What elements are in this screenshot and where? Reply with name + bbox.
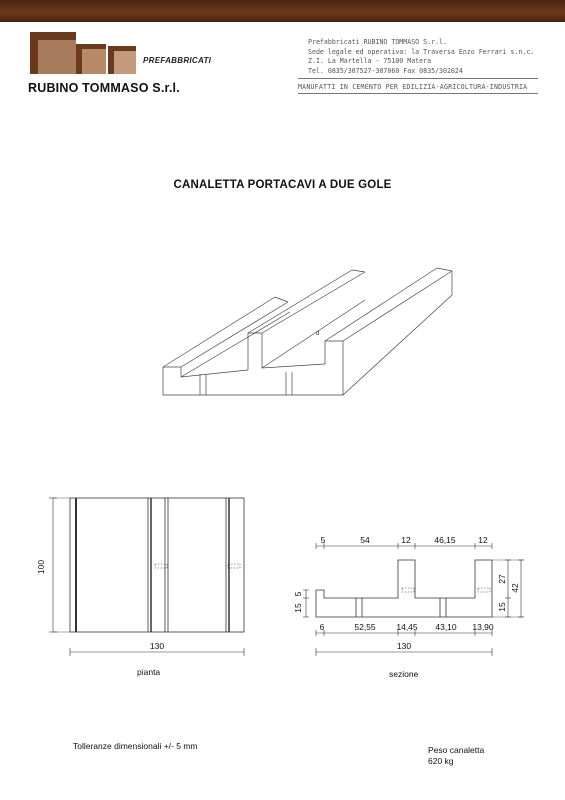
section-bottom-dim: 52,55 (354, 622, 376, 632)
section-right-dim: 27 (497, 574, 507, 584)
plan-caption: pianta (137, 667, 161, 677)
weight-value: 620 kg (428, 756, 454, 766)
section-bottom-dim: 14,45 (396, 622, 418, 632)
section-bottom-dim: 13,90 (472, 622, 494, 632)
company-line: Z.I. La Martella - 75100 Matera (308, 57, 432, 66)
company-line: Prefabbricati RUBINO TOMMASO S.r.l. (308, 38, 447, 46)
section-left-dim: 5 (293, 591, 303, 597)
brand-name: RUBINO TOMMASO S.r.l. (28, 81, 180, 95)
plan-view (36, 498, 244, 656)
tolerance-note: Tolleranze dimensionali +/- 5 mm (73, 741, 198, 751)
section-top-dim: 5 (320, 535, 326, 545)
section-bottom-dim: 43,10 (435, 622, 457, 632)
section-bottom-dim: 6 (319, 622, 325, 632)
section-view (293, 535, 524, 656)
weight-note (428, 745, 484, 767)
section-caption: sezione (389, 669, 419, 679)
company-line: Tel. 0835/307527-307060 Fax 0835/302024 (308, 66, 463, 75)
section-top-dim: 12 (478, 535, 488, 545)
company-line: Sede legale ed operativa: la Traversa Enzo Ferrari s.n.c. (308, 47, 535, 56)
iso-label: d (316, 331, 320, 337)
brand-subtitle: PREFABBRICATI (143, 56, 212, 65)
plan-height-dim: 100 (36, 559, 46, 575)
isometric-view (163, 268, 452, 395)
section-top-dim: 46,15 (434, 535, 456, 545)
tagline: MANUFATTI IN CEMENTO PER EDILIZIA-AGRICOLTURA-INDUSTRIA (298, 83, 528, 91)
section-right-dim: 15 (497, 602, 507, 612)
section-overall-width: 130 (396, 641, 412, 651)
document-title: CANALETTA PORTACAVI A DUE GOLE (173, 179, 392, 191)
weight-label: Peso canaletta (428, 745, 485, 755)
section-top-dim: 12 (401, 535, 411, 545)
section-left-dim: 15 (293, 603, 303, 613)
section-top-dim: 54 (360, 535, 370, 545)
plan-width-dim: 130 (149, 641, 165, 651)
section-right-dim: 42 (510, 583, 520, 593)
